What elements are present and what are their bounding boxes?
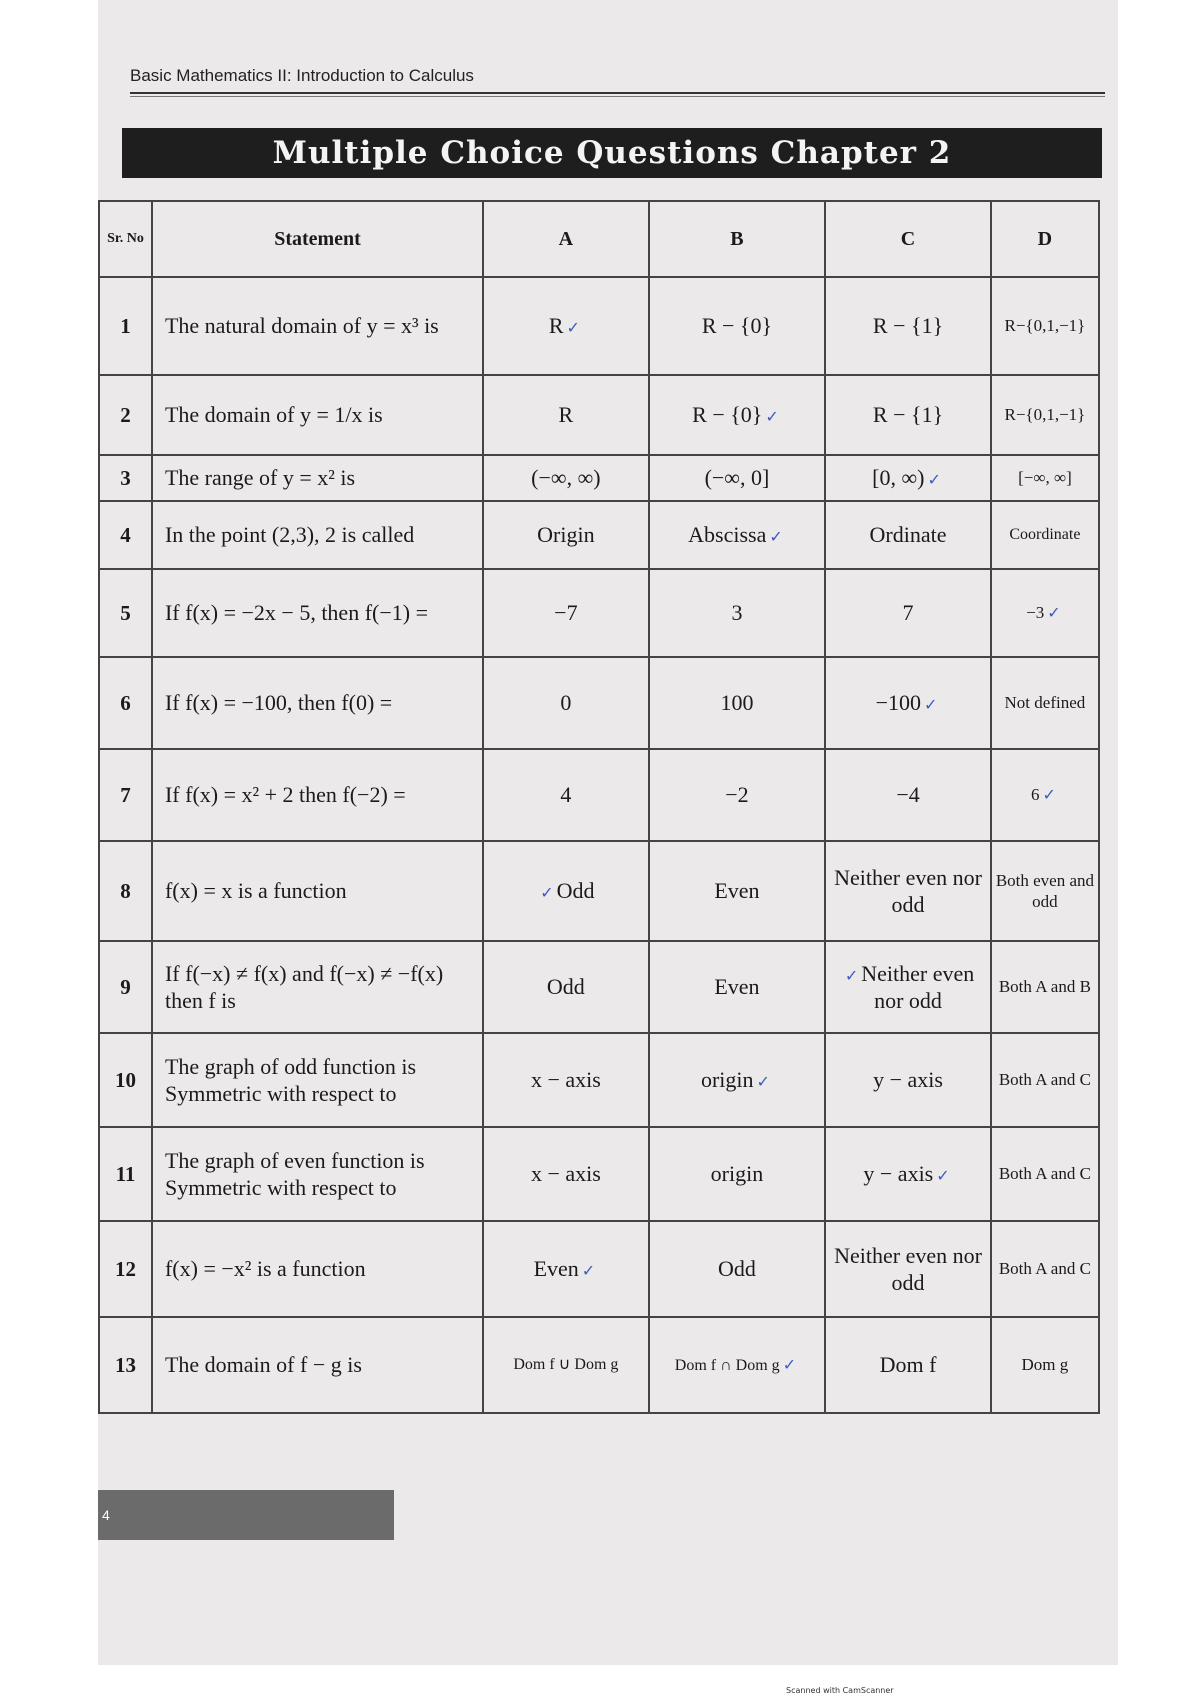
- option-c: y − axis: [825, 1033, 991, 1127]
- row-number: 5: [99, 569, 152, 657]
- page-number-bar: [98, 1490, 394, 1540]
- option-c: [825, 455, 991, 501]
- option-b: Even: [649, 941, 826, 1033]
- header-rule: [130, 92, 1105, 94]
- row-number: 4: [99, 501, 152, 569]
- option-d: Both A and B: [991, 941, 1099, 1033]
- option-d: R−{0,1,−1}: [991, 375, 1099, 455]
- check-mark-icon: ✓: [756, 1072, 770, 1092]
- check-mark-icon: ✓: [936, 1166, 950, 1186]
- table-row: [99, 841, 1099, 941]
- option-text: −3: [1026, 603, 1045, 623]
- option-a: x − axis: [483, 1033, 649, 1127]
- option-b: [649, 1033, 826, 1127]
- option-c: [825, 1127, 991, 1221]
- option-c: Ordinate: [825, 501, 991, 569]
- mcq-table: [98, 200, 1100, 1414]
- question-statement: The domain of f − g is: [152, 1317, 483, 1413]
- option-a: 0: [483, 657, 649, 749]
- table-row: [99, 375, 1099, 455]
- check-mark-icon: ✓: [769, 527, 783, 547]
- question-statement: The range of y = x² is: [152, 455, 483, 501]
- option-a: [483, 277, 649, 375]
- question-statement: If f(x) = −100, then f(0) =: [152, 657, 483, 749]
- header-option-d: D: [991, 201, 1099, 277]
- option-text: Dom f ∩ Dom g: [674, 1356, 780, 1374]
- question-statement: f(x) = −x² is a function: [152, 1221, 483, 1317]
- option-text: 6: [1030, 785, 1040, 805]
- option-a: R: [483, 375, 649, 455]
- question-statement: The graph of even function is Symmetric with respect to: [152, 1127, 483, 1221]
- option-b: R − {0}: [649, 277, 826, 375]
- option-a: x − axis: [483, 1127, 649, 1221]
- option-c: 7: [825, 569, 991, 657]
- table-row: [99, 569, 1099, 657]
- option-b: 3: [649, 569, 826, 657]
- option-a: −7: [483, 569, 649, 657]
- option-b: [649, 375, 826, 455]
- question-statement: If f(x) = −2x − 5, then f(−1) =: [152, 569, 483, 657]
- row-number: 3: [99, 455, 152, 501]
- question-statement: f(x) = x is a function: [152, 841, 483, 941]
- table-row: [99, 501, 1099, 569]
- check-mark-icon: ✓: [1047, 603, 1061, 623]
- question-statement: In the point (2,3), 2 is called: [152, 501, 483, 569]
- row-number: 9: [99, 941, 152, 1033]
- option-c: Dom f: [825, 1317, 991, 1413]
- banner-title: Multiple Choice Questions Chapter 2: [272, 135, 952, 171]
- running-head: Basic Mathematics II: Introduction to Calculus: [130, 66, 474, 85]
- header-rule-thin: [130, 96, 1105, 97]
- check-mark-icon: ✓: [566, 318, 580, 338]
- option-text: Odd: [556, 878, 595, 904]
- option-d: [991, 749, 1099, 841]
- option-a: Dom f ∪ Dom g: [483, 1317, 649, 1413]
- chapter-banner: [122, 128, 1102, 178]
- option-c: Neither even nor odd: [825, 1221, 991, 1317]
- option-c: Neither even nor odd: [825, 841, 991, 941]
- question-statement: The domain of y = 1/x is: [152, 375, 483, 455]
- option-c: −4: [825, 749, 991, 841]
- page-number: 4: [102, 1507, 110, 1523]
- table-row: [99, 1033, 1099, 1127]
- option-a: [483, 1221, 649, 1317]
- header-option-a: A: [483, 201, 649, 277]
- option-text: R − {0}: [692, 402, 763, 428]
- option-c: [825, 941, 991, 1033]
- check-mark-icon: ✓: [540, 883, 554, 903]
- option-d: Not defined: [991, 657, 1099, 749]
- table-row: [99, 749, 1099, 841]
- option-a: 4: [483, 749, 649, 841]
- option-d: Both A and C: [991, 1033, 1099, 1127]
- table-row: [99, 1317, 1099, 1413]
- option-a: [483, 841, 649, 941]
- check-mark-icon: ✓: [1042, 785, 1056, 805]
- option-b: Odd: [649, 1221, 826, 1317]
- option-b: origin: [649, 1127, 826, 1221]
- option-b: 100: [649, 657, 826, 749]
- row-number: 7: [99, 749, 152, 841]
- row-number: 13: [99, 1317, 152, 1413]
- row-number: 1: [99, 277, 152, 375]
- option-text: R: [548, 313, 564, 339]
- option-c: [825, 657, 991, 749]
- option-d: Both A and C: [991, 1221, 1099, 1317]
- table-row: [99, 657, 1099, 749]
- row-number: 10: [99, 1033, 152, 1127]
- option-d: [991, 569, 1099, 657]
- check-mark-icon: ✓: [844, 965, 859, 985]
- table-row: [99, 455, 1099, 501]
- option-d: Dom g: [991, 1317, 1099, 1413]
- table-row: [99, 1221, 1099, 1317]
- table-row: [99, 1127, 1099, 1221]
- option-d: Coordinate: [991, 501, 1099, 569]
- option-b: [649, 1317, 826, 1413]
- option-b: −2: [649, 749, 826, 841]
- check-mark-icon: ✓: [924, 695, 938, 715]
- option-c: R − {1}: [825, 375, 991, 455]
- option-b: Even: [649, 841, 826, 941]
- option-text: Neither even nor odd: [861, 960, 975, 1013]
- option-text: origin: [700, 1067, 754, 1093]
- question-statement: The graph of odd function is Symmetric with respect to: [152, 1033, 483, 1127]
- option-a: Odd: [483, 941, 649, 1033]
- option-text: y − axis: [863, 1161, 934, 1187]
- table-row: [99, 941, 1099, 1033]
- option-c: R − {1}: [825, 277, 991, 375]
- scanner-watermark: Scanned with CamScanner: [786, 1686, 894, 1695]
- question-statement: The natural domain of y = x³ is: [152, 277, 483, 375]
- header-sr-no: Sr. No: [99, 201, 152, 277]
- header-option-b: B: [649, 201, 826, 277]
- option-b: [649, 501, 826, 569]
- option-text: Abscissa: [688, 522, 767, 548]
- option-text: Even: [533, 1256, 579, 1282]
- option-d: R−{0,1,−1}: [991, 277, 1099, 375]
- option-d: [−∞, ∞]: [991, 455, 1099, 501]
- row-number: 11: [99, 1127, 152, 1221]
- option-text: [0, ∞): [872, 465, 925, 491]
- option-a: (−∞, ∞): [483, 455, 649, 501]
- question-statement: If f(−x) ≠ f(x) and f(−x) ≠ −f(x) then f is: [152, 941, 483, 1033]
- table-header-row: [99, 201, 1099, 277]
- header-option-c: C: [825, 201, 991, 277]
- option-text: −100: [875, 690, 922, 716]
- option-d: Both A and C: [991, 1127, 1099, 1221]
- row-number: 6: [99, 657, 152, 749]
- option-d: Both even and odd: [991, 841, 1099, 941]
- table-row: [99, 277, 1099, 375]
- option-a: Origin: [483, 501, 649, 569]
- row-number: 2: [99, 375, 152, 455]
- check-mark-icon: ✓: [765, 407, 779, 427]
- check-mark-icon: ✓: [581, 1261, 596, 1281]
- check-mark-icon: ✓: [782, 1354, 797, 1374]
- question-statement: If f(x) = x² + 2 then f(−2) =: [152, 749, 483, 841]
- check-mark-icon: ✓: [927, 470, 941, 490]
- option-b: (−∞, 0]: [649, 455, 826, 501]
- row-number: 8: [99, 841, 152, 941]
- header-statement: Statement: [152, 201, 483, 277]
- row-number: 12: [99, 1221, 152, 1317]
